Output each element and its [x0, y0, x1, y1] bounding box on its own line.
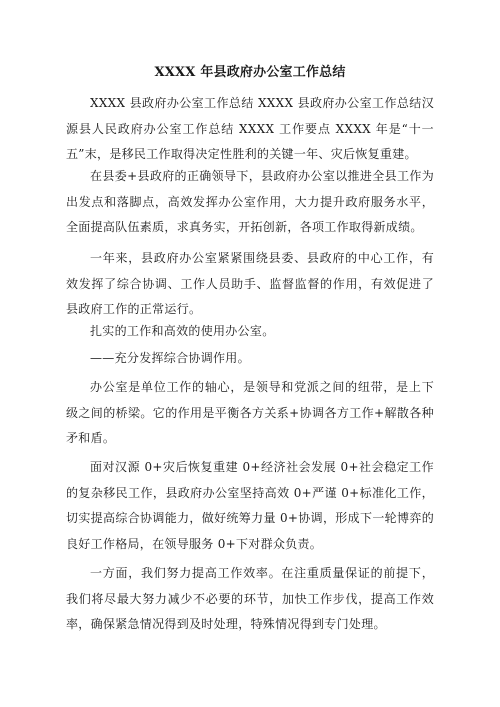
paragraph-office-role: 办公室是单位工作的轴心，是领导和党派之间的纽带，是上下级之间的桥梁。它的作用是平衡各方关系+协调各方工作+解散各种矛和盾。	[66, 380, 434, 445]
paragraph-efficiency: 一方面，我们努力提高工作效率。在注重质量保证的前提下，我们将尽最大努力减少不必要的环节，加快工作步伐，提高工作效率，确保紧急情况得到及时处理，特殊情况得到专门处理。	[66, 566, 434, 631]
paragraph-coordination-heading: ——充分发挥综合协调作用。	[90, 351, 250, 365]
paragraph-year-review: 一年来，县政府办公室紧紧围绕县委、县政府的中心工作，有效发挥了综合协调、工作人员助手、监督监督的作用，有效促进了县政府工作的正常运行。	[66, 251, 434, 316]
paragraph-leadership: 在县委+县政府的正确领导下，县政府办公室以推进全县工作为出发点和落脚点，高效发挥办公室作用，大力提升政府服务水平，全面提高队伍素质，求真务实，开拓创新，各项工作取得新成绩。	[66, 169, 434, 234]
paragraph-challenges: 面对汉源 0+灾后恢复重建 0+经济社会发展 0+社会稳定工作的复杂移民工作，县政府办公室坚持高效 0+严谨 0+标准化工作，切实提高综合协调能力，做好统筹力量 0+协调，形成下一轮博弈的良好工作格局，在领导服务 0+下对群众负责。	[66, 460, 434, 551]
paragraph-intro: XXXX 县政府办公室工作总结 XXXX 县政府办公室工作总结汉源县人民政府办公室工作总结 XXXX 工作要点 XXXX 年是“十一五”末，是移民工作取得决定性胜利的关键一年、灾后恢复重建。	[66, 96, 434, 161]
document-title: XXXX 年县政府办公室工作总结	[154, 65, 346, 80]
paragraph-solid-work: 扎实的工作和高效的使用办公室。	[90, 324, 275, 338]
